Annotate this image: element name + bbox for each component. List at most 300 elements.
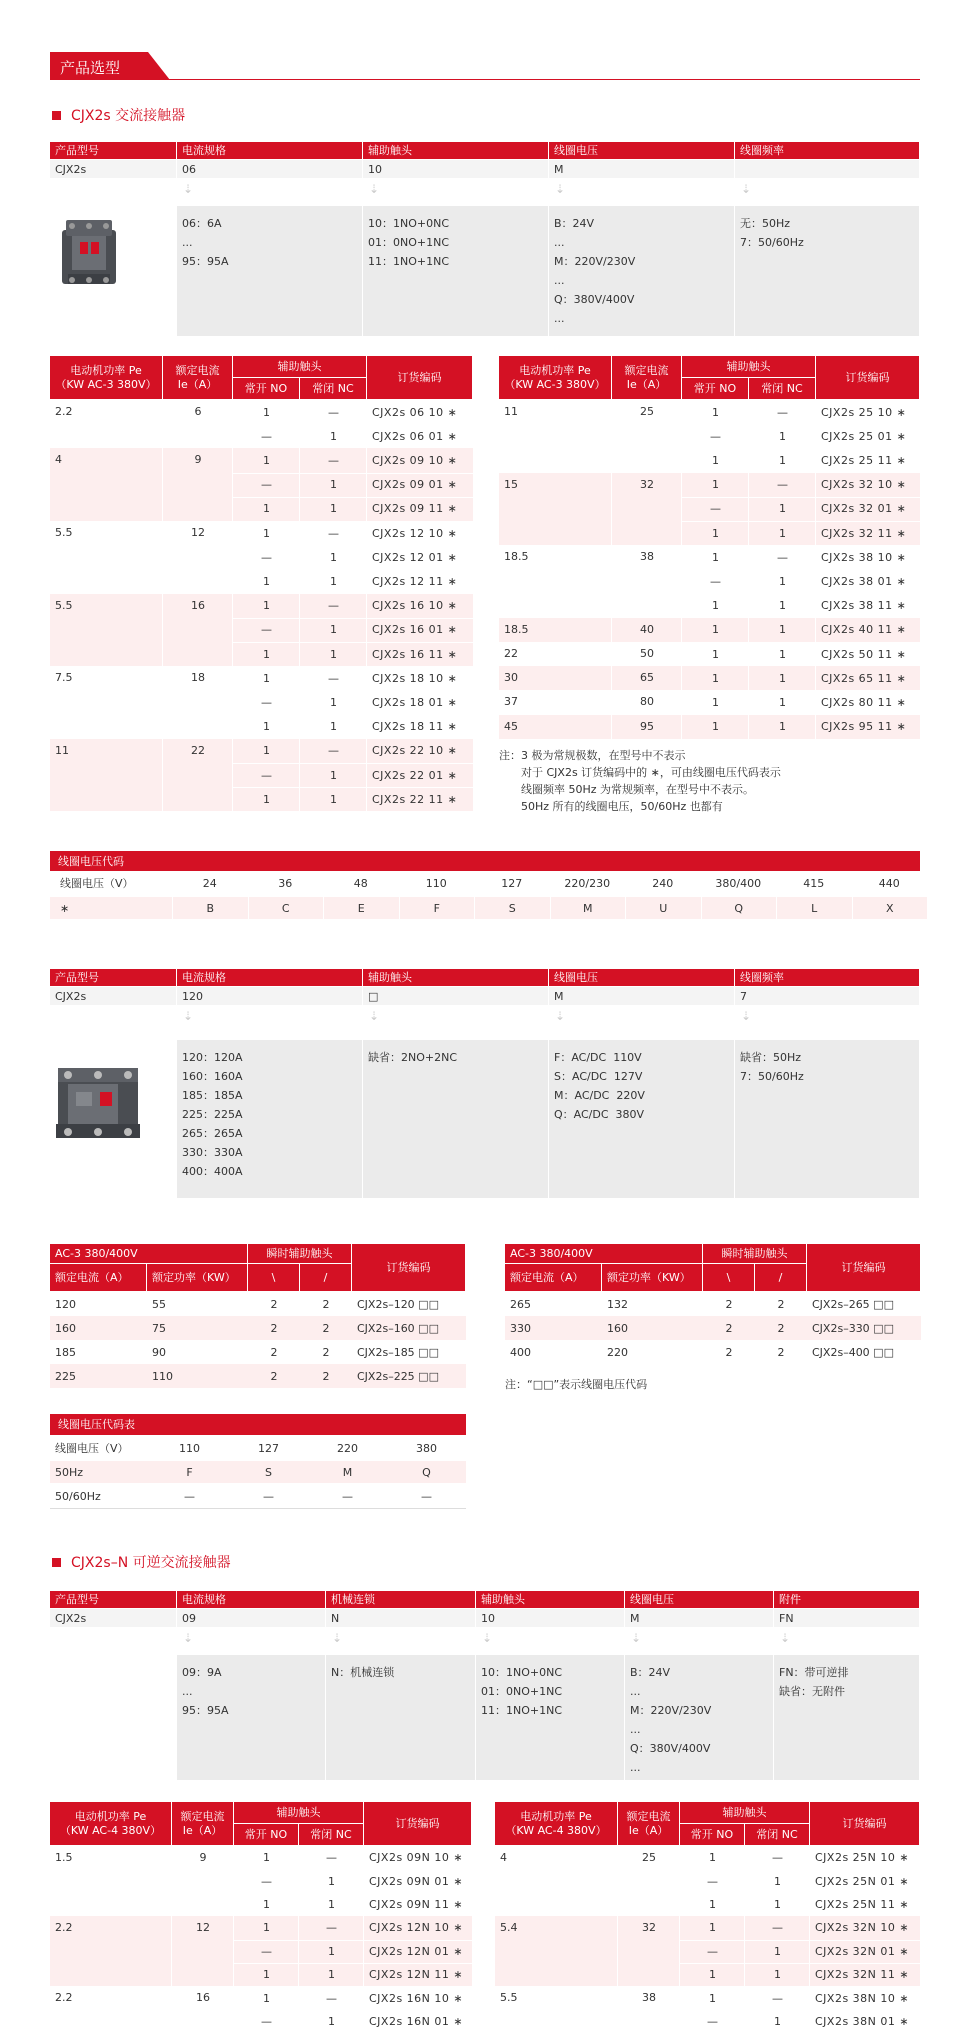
freq-5060hz-label: 50/60Hz <box>55 1489 101 1503</box>
sel-header-3: 线圈电压 <box>549 142 735 160</box>
cell-nc: 1 <box>300 715 367 739</box>
col-divider <box>299 448 300 521</box>
coil-voltage-value: 220/230 <box>564 876 611 890</box>
cell-no: 1 <box>682 594 749 618</box>
sel-value-0: CJX2s <box>50 987 177 1005</box>
cell-no: 1 <box>682 448 749 472</box>
cell-order-code: CJX2s 95 11 ∗ <box>816 715 920 739</box>
coil-code-value: S <box>474 897 550 919</box>
cell-no: 1 <box>233 521 300 545</box>
down-arrow-icon: ⇣ <box>631 1631 642 1645</box>
col-divider <box>748 400 749 473</box>
coil-voltage-label: 线圈电压（V） <box>55 1441 129 1455</box>
cell-rated-current: 160 <box>50 1316 147 1340</box>
cell-no: 1 <box>682 545 749 569</box>
sel-options-5: FN：带可逆排 缺省：无附件 <box>774 1655 920 1780</box>
cell-order-code: CJX2s 09N 10 ∗ <box>364 1846 472 1869</box>
row-divider <box>682 569 920 570</box>
cell-nc: 1 <box>749 424 816 448</box>
cell-power: 2.2 <box>50 1986 172 2033</box>
col-divider <box>366 521 367 594</box>
cell-rated-power: 160 <box>602 1316 703 1340</box>
sel-header-2: 辅助触头 <box>363 969 549 987</box>
cell-no: 2 <box>248 1364 300 1388</box>
cell-current: 32 <box>618 1916 680 1986</box>
cell-nc: 1 <box>749 594 816 618</box>
coil-voltage-value: 48 <box>353 876 368 890</box>
cell-power: 30 <box>499 666 612 690</box>
cell-no: 1 <box>233 400 300 424</box>
cell-nc: 1 <box>745 1940 810 1963</box>
cell-no: 1 <box>680 1963 745 1986</box>
col-divider <box>298 1916 299 1986</box>
down-arrow-icon: ⇣ <box>183 1631 194 1645</box>
cell-current: 9 <box>163 448 233 521</box>
coil-symbol-label: ∗ <box>50 897 920 919</box>
sel-value-4 <box>735 160 920 178</box>
cell-order-code: CJX2s 32N 10 ∗ <box>810 1916 920 1939</box>
cell-nc: 1 <box>300 690 367 714</box>
cell-no: 1 <box>233 448 300 472</box>
cell-nc: — <box>749 545 816 569</box>
coil-code-50hz: S <box>229 1461 308 1483</box>
cell-rated-power: 55 <box>147 1292 248 1316</box>
cell-no: 1 <box>234 1916 299 1939</box>
sel-header-3: 辅助触头 <box>476 1591 625 1609</box>
col-divider <box>611 400 612 473</box>
th-order-code: 订货编码 <box>807 1244 921 1292</box>
down-arrow-icon: ⇣ <box>183 182 194 196</box>
cell-no: 1 <box>682 715 749 739</box>
col-divider <box>748 690 749 714</box>
row-divider <box>233 497 473 498</box>
cell-no: 2 <box>703 1292 755 1316</box>
cell-nc: — <box>300 666 367 690</box>
row-divider <box>680 2010 920 2011</box>
cell-no: — <box>680 1940 745 1963</box>
cell-order-code: CJX2s 18 10 ∗ <box>367 666 473 690</box>
cell-rated-power: 75 <box>147 1316 248 1340</box>
section-title-cjx2s-n <box>52 1552 231 1572</box>
cell-no: 1 <box>680 1916 745 1939</box>
cell-nc: 2 <box>755 1316 807 1340</box>
cell-no: — <box>680 1869 745 1892</box>
cell-nc: 1 <box>745 1893 810 1916</box>
col-divider <box>233 1916 234 1986</box>
cell-current: 18 <box>163 666 233 739</box>
row-divider <box>682 594 920 595</box>
cell-no: 1 <box>682 666 749 690</box>
down-arrow-icon: ⇣ <box>332 1631 343 1645</box>
cell-nc: 1 <box>300 642 367 666</box>
contactor-product-image <box>58 216 120 288</box>
col-divider <box>611 618 612 642</box>
sel-header-0: 产品型号 <box>50 1591 177 1609</box>
col-divider <box>299 521 300 594</box>
note-2: 注：“□□”表示线圈电压代码 <box>505 1378 648 1391</box>
coil-code-50hz: F <box>150 1461 229 1483</box>
col-divider <box>162 666 163 739</box>
cell-nc: — <box>749 473 816 497</box>
th-no: 常开 NO <box>234 1824 299 1846</box>
cell-power: 11 <box>499 400 612 473</box>
cell-nc: 1 <box>300 618 367 642</box>
col-divider <box>748 473 749 546</box>
cell-nc: 1 <box>749 521 816 545</box>
bullet-square-icon <box>52 111 61 120</box>
col-divider <box>611 666 612 690</box>
cell-order-code: CJX2s 25N 10 ∗ <box>810 1846 920 1869</box>
cell-current: 95 <box>612 715 682 739</box>
col-divider <box>366 400 367 448</box>
cell-nc: 2 <box>755 1340 807 1364</box>
cell-nc: — <box>749 400 816 424</box>
col-divider <box>681 642 682 666</box>
cell-power: 22 <box>499 642 612 666</box>
cell-current: 22 <box>163 739 233 812</box>
cell-order-code: CJX2s 22 10 ∗ <box>367 739 473 763</box>
th-instant-aux: 瞬时辅助触头 <box>248 1244 352 1264</box>
cell-no: — <box>233 763 300 787</box>
col-divider <box>363 1846 364 1916</box>
row-divider <box>233 642 473 643</box>
sel-header-4: 线圈频率 <box>735 969 920 987</box>
cell-order-code: CJX2s 38N 10 ∗ <box>810 1986 920 2009</box>
cell-order-code: CJX2s–160 □□ <box>352 1316 466 1340</box>
cell-order-code: CJX2s 40 11 ∗ <box>816 618 920 642</box>
th-no: 常开 NO <box>233 378 300 400</box>
col-divider <box>748 545 749 618</box>
th-code: 订货编码 <box>810 1802 920 1846</box>
th-power: 电动机功率 Pe （KW AC-3 380V） <box>50 356 163 400</box>
down-arrow-icon: ⇣ <box>741 1009 752 1023</box>
bullet-square-icon <box>52 1558 61 1567</box>
col-divider <box>232 739 233 812</box>
sel-value-0: CJX2s <box>50 160 177 178</box>
sel-header-2: 辅助触头 <box>363 142 549 160</box>
row-divider <box>680 1893 920 1894</box>
col-divider <box>809 1986 810 2033</box>
row-divider <box>234 2010 472 2011</box>
cell-power: 4 <box>495 1846 618 1916</box>
cell-power: 7.5 <box>50 666 163 739</box>
cell-no: — <box>682 569 749 593</box>
col-divider <box>617 1846 618 1916</box>
th-aux: 辅助触头 <box>682 356 816 378</box>
col-divider <box>815 715 816 739</box>
cell-nc: 1 <box>749 497 816 521</box>
cell-no: 1 <box>234 1963 299 1986</box>
cell-nc: 1 <box>745 1963 810 1986</box>
cell-nc: — <box>300 739 367 763</box>
th-no: 常开 NO <box>682 378 749 400</box>
cell-no: 1 <box>682 473 749 497</box>
cell-rated-current: 225 <box>50 1364 147 1388</box>
row-divider <box>234 1869 472 1870</box>
cell-nc: — <box>299 1846 364 1869</box>
cell-order-code: CJX2s–185 □□ <box>352 1340 466 1364</box>
cell-power: 5.5 <box>50 521 163 594</box>
cell-order-code: CJX2s 25 11 ∗ <box>816 448 920 472</box>
cell-order-code: CJX2s 12N 11 ∗ <box>364 1963 472 1986</box>
col-divider <box>809 1846 810 1916</box>
row-divider <box>233 545 473 546</box>
col-divider <box>611 715 612 739</box>
cell-nc: — <box>745 1846 810 1869</box>
coil-code-value: C <box>248 897 324 919</box>
col-divider <box>744 1986 745 2033</box>
cell-no: — <box>233 618 300 642</box>
col-divider <box>611 690 612 714</box>
coil-voltage-label: 线圈电压（V） <box>60 876 134 890</box>
cell-no: 1 <box>234 1986 299 2009</box>
cell-order-code: CJX2s 22 01 ∗ <box>367 763 473 787</box>
cell-nc: 1 <box>749 448 816 472</box>
th-ac3: AC-3 380/400V <box>505 1244 703 1264</box>
cell-order-code: CJX2s 25N 11 ∗ <box>810 1893 920 1916</box>
coil-voltage-value: 380 <box>416 1441 437 1455</box>
cell-current: 40 <box>612 618 682 642</box>
cell-current: 6 <box>163 400 233 448</box>
col-divider <box>617 1986 618 2033</box>
cell-nc: 1 <box>299 1940 364 1963</box>
cell-nc: 2 <box>300 1292 352 1316</box>
coil-code-value: F <box>399 897 475 919</box>
col-divider <box>232 448 233 521</box>
contactor-product-image <box>56 1060 142 1144</box>
cell-nc: — <box>300 400 367 424</box>
sel-options-1: 06：6A ... 95：95A <box>177 206 363 336</box>
cell-order-code: CJX2s 12N 01 ∗ <box>364 1940 472 1963</box>
cell-nc: 2 <box>300 1340 352 1364</box>
col-divider <box>748 666 749 690</box>
cell-no: — <box>234 1940 299 1963</box>
col-divider <box>366 739 367 812</box>
row-divider <box>234 1963 472 1964</box>
cell-order-code: CJX2s–265 □□ <box>807 1292 921 1316</box>
col-divider <box>611 473 612 546</box>
col-divider <box>748 618 749 642</box>
cell-order-code: CJX2s 32 10 ∗ <box>816 473 920 497</box>
cell-nc: 1 <box>749 666 816 690</box>
cell-power: 1.5 <box>50 1846 172 1916</box>
cell-no: 1 <box>682 642 749 666</box>
th-aux: 辅助触头 <box>233 356 367 378</box>
sel-value-1: 09 <box>177 1609 326 1627</box>
cell-no: 2 <box>248 1316 300 1340</box>
col-divider <box>815 473 816 546</box>
row-divider <box>233 424 473 425</box>
col-divider <box>162 400 163 448</box>
sel-value-4: 7 <box>735 987 920 1005</box>
col-divider <box>815 618 816 642</box>
coil-code-5060hz: — <box>342 1489 353 1503</box>
cell-no: — <box>680 2010 745 2033</box>
cell-nc: 1 <box>300 545 367 569</box>
col-divider <box>232 521 233 594</box>
cell-no: — <box>682 497 749 521</box>
cell-order-code: CJX2s 12 10 ∗ <box>367 521 473 545</box>
cell-nc: 2 <box>755 1292 807 1316</box>
cell-order-code: CJX2s 09 11 ∗ <box>367 497 473 521</box>
cell-current: 16 <box>172 1986 234 2033</box>
sel-value-0: CJX2s <box>50 1609 177 1627</box>
col-divider <box>232 594 233 667</box>
col-divider <box>299 400 300 448</box>
cell-nc: 1 <box>300 763 367 787</box>
cell-nc: — <box>299 1916 364 1939</box>
sel-header-1: 电流规格 <box>177 969 363 987</box>
cell-no: 1 <box>233 666 300 690</box>
th-instant-aux: 瞬时辅助触头 <box>703 1244 807 1264</box>
cell-nc: — <box>300 448 367 472</box>
cell-order-code: CJX2s 38 01 ∗ <box>816 569 920 593</box>
cell-no: 1 <box>233 594 300 618</box>
cell-nc: 1 <box>749 642 816 666</box>
sel-value-5: FN <box>774 1609 920 1627</box>
th-code: 订货编码 <box>816 356 920 400</box>
cell-power: 5.4 <box>495 1916 618 1986</box>
cell-order-code: CJX2s 38 11 ∗ <box>816 594 920 618</box>
cell-nc: — <box>300 594 367 618</box>
col-divider <box>232 666 233 739</box>
col-divider <box>162 739 163 812</box>
coil-voltage-value: 110 <box>179 1441 200 1455</box>
col-divider <box>171 1916 172 1986</box>
cell-no: — <box>233 545 300 569</box>
row-divider <box>233 690 473 691</box>
th-order-code: 订货编码 <box>352 1244 466 1292</box>
cell-no: — <box>233 473 300 497</box>
row-divider <box>233 569 473 570</box>
col-divider <box>681 666 682 690</box>
th-current: 额定电流 Ie（A） <box>163 356 233 400</box>
sel-header-0: 产品型号 <box>50 142 177 160</box>
cell-order-code: CJX2s 18 01 ∗ <box>367 690 473 714</box>
sel-value-1: 06 <box>177 160 363 178</box>
cell-no: 1 <box>680 1893 745 1916</box>
coil-code-50hz: M <box>308 1461 387 1483</box>
cell-order-code: CJX2s–330 □□ <box>807 1316 921 1340</box>
row-divider <box>682 424 920 425</box>
col-divider <box>681 690 682 714</box>
sel-value-2: N <box>326 1609 476 1627</box>
cell-no: 2 <box>703 1316 755 1340</box>
coil-voltage-value: 240 <box>652 876 674 890</box>
cell-no: 1 <box>233 787 300 811</box>
cell-no: 2 <box>703 1340 755 1364</box>
coil-code-title: 线圈电压代码 <box>50 851 920 871</box>
cell-no: — <box>233 690 300 714</box>
col-divider <box>815 666 816 690</box>
th-power: 电动机功率 Pe （KW AC-4 380V） <box>495 1802 618 1846</box>
down-arrow-icon: ⇣ <box>369 182 380 196</box>
cell-rated-power: 90 <box>147 1340 248 1364</box>
cell-no: 1 <box>682 400 749 424</box>
cell-no: 1 <box>233 497 300 521</box>
coil-code-5060hz: — <box>421 1489 432 1503</box>
row-divider <box>680 1940 920 1941</box>
cell-nc: 1 <box>749 569 816 593</box>
no-contact-icon: \ <box>703 1264 755 1292</box>
th-current: 额定电流 Ie（A） <box>172 1802 234 1846</box>
sel-options-2: 缺省：2NO+2NC <box>363 1040 549 1198</box>
col-divider <box>617 1916 618 1986</box>
th-nc: 常闭 NC <box>300 378 367 400</box>
th-rated-power: 额定功率（KW） <box>147 1264 248 1292</box>
header-tab <box>50 52 170 80</box>
col-divider <box>299 739 300 812</box>
th-nc: 常闭 NC <box>749 378 816 400</box>
coil-voltage-value: 440 <box>878 876 900 890</box>
cell-order-code: CJX2s 16 11 ∗ <box>367 642 473 666</box>
col-divider <box>299 666 300 739</box>
cell-current: 38 <box>612 545 682 618</box>
sel-header-4: 线圈电压 <box>625 1591 774 1609</box>
cell-order-code: CJX2s 09 01 ∗ <box>367 473 473 497</box>
cell-power: 2.2 <box>50 400 163 448</box>
coil-voltage-value: 110 <box>425 876 447 890</box>
cell-current: 25 <box>612 400 682 473</box>
down-arrow-icon: ⇣ <box>555 182 566 196</box>
th-current: 额定电流 Ie（A） <box>618 1802 680 1846</box>
cell-order-code: CJX2s 12 11 ∗ <box>367 569 473 593</box>
col-divider <box>298 1846 299 1916</box>
cell-no: — <box>682 424 749 448</box>
cell-order-code: CJX2s 50 11 ∗ <box>816 642 920 666</box>
cell-nc: 1 <box>300 424 367 448</box>
coil-voltage-value: 36 <box>278 876 293 890</box>
cell-nc: 1 <box>299 1963 364 1986</box>
col-divider <box>233 1986 234 2033</box>
cell-nc: 1 <box>745 2010 810 2033</box>
cell-rated-power: 110 <box>147 1364 248 1388</box>
col-divider <box>815 400 816 473</box>
down-arrow-icon: ⇣ <box>555 1009 566 1023</box>
col-divider <box>809 1916 810 1986</box>
cell-no: 2 <box>248 1292 300 1316</box>
col-divider <box>298 1986 299 2033</box>
cell-power: 11 <box>50 739 163 812</box>
cell-no: 1 <box>233 715 300 739</box>
cell-no: 2 <box>248 1340 300 1364</box>
cell-no: — <box>234 2010 299 2033</box>
cell-no: — <box>233 424 300 448</box>
cell-nc: 1 <box>745 1869 810 1892</box>
col-divider <box>611 545 612 618</box>
coil-voltage-value: 380/400 <box>715 876 762 890</box>
col-divider <box>162 521 163 594</box>
cell-order-code: CJX2s 22 11 ∗ <box>367 787 473 811</box>
cell-order-code: CJX2s 12N 10 ∗ <box>364 1916 472 1939</box>
th-rated-current: 额定电流（A） <box>505 1264 602 1292</box>
sel-value-3: M <box>549 987 735 1005</box>
cell-order-code: CJX2s 32 01 ∗ <box>816 497 920 521</box>
cell-no: 1 <box>233 739 300 763</box>
coil-code-value: M <box>550 897 626 919</box>
sel-header-0: 产品型号 <box>50 969 177 987</box>
col-divider <box>162 594 163 667</box>
sel-options-2: 10：1NO+0NC 01：0NO+1NC 11：1NO+1NC <box>363 206 549 336</box>
th-power: 电动机功率 Pe （KW AC-4 380V） <box>50 1802 172 1846</box>
table-bottom-rule <box>50 1508 466 1509</box>
cell-order-code: CJX2s 38 10 ∗ <box>816 545 920 569</box>
coil-voltage-value: 220 <box>337 1441 358 1455</box>
cell-rated-current: 265 <box>505 1292 602 1316</box>
cell-no: 1 <box>234 1846 299 1869</box>
cell-nc: 1 <box>749 618 816 642</box>
cell-nc: 1 <box>299 1893 364 1916</box>
